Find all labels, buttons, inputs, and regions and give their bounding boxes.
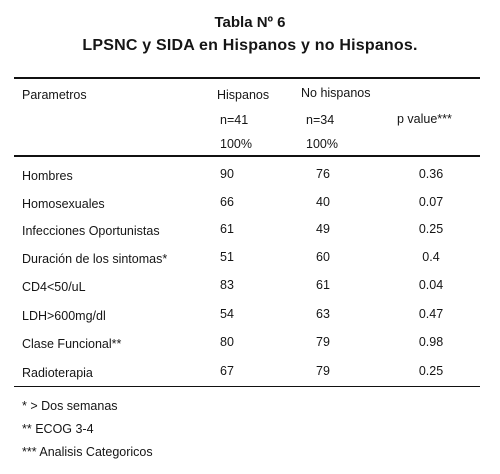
- row-p-value: 0.47: [418, 307, 444, 321]
- footnote-1: * > Dos semanas: [22, 399, 118, 413]
- row-no-hispanos-value: 79: [316, 335, 330, 349]
- row-label: Infecciones Oportunistas: [22, 224, 160, 238]
- header-rule: [14, 155, 480, 157]
- row-hispanos-value: 83: [220, 278, 234, 292]
- row-p-value: 0.04: [418, 278, 444, 292]
- row-p-value: 0.25: [418, 222, 444, 236]
- top-rule: [14, 77, 480, 79]
- row-p-value: 0.07: [418, 195, 444, 209]
- header-hispanos: Hispanos: [217, 88, 270, 102]
- bottom-rule: [14, 386, 480, 387]
- row-hispanos-value: 90: [220, 167, 234, 181]
- row-label: Radioterapia: [22, 366, 93, 380]
- row-no-hispanos-value: 60: [316, 250, 330, 264]
- row-no-hispanos-value: 79: [316, 364, 330, 378]
- row-label: LDH>600mg/dl: [22, 309, 106, 323]
- row-label: Homosexuales: [22, 197, 105, 211]
- row-no-hispanos-value: 76: [316, 167, 330, 181]
- row-p-value: 0.36: [418, 167, 444, 181]
- footnote-3: *** Analisis Categoricos: [22, 445, 153, 459]
- row-p-value: 0.25: [418, 364, 444, 378]
- table-title: Tabla Nº 6: [214, 14, 286, 31]
- row-hispanos-value: 51: [220, 250, 234, 264]
- row-no-hispanos-value: 63: [316, 307, 330, 321]
- row-hispanos-value: 67: [220, 364, 234, 378]
- footnote-2: ** ECOG 3-4: [22, 422, 94, 436]
- row-hispanos-value: 66: [220, 195, 234, 209]
- header-no-hispanos: No hispanos: [301, 86, 371, 100]
- header-parametros: Parametros: [22, 88, 87, 102]
- row-hispanos-value: 80: [220, 335, 234, 349]
- header-hispanos-n: n=41: [220, 113, 249, 127]
- table-subtitle: LPSNC y SIDA en Hispanos y no Hispanos.: [82, 37, 418, 54]
- header-p-value: p value***: [397, 112, 452, 126]
- header-no-hispanos-pct: 100%: [306, 137, 338, 151]
- row-p-value: 0.4: [422, 250, 440, 264]
- row-p-value: 0.98: [418, 335, 444, 349]
- row-hispanos-value: 61: [220, 222, 234, 236]
- header-hispanos-pct: 100%: [220, 137, 252, 151]
- row-label: Clase Funcional**: [22, 337, 122, 351]
- row-label: Duración de los sintomas*: [22, 252, 168, 266]
- row-label: CD4<50/uL: [22, 280, 86, 294]
- header-no-hispanos-n: n=34: [306, 113, 335, 127]
- row-hispanos-value: 54: [220, 307, 234, 321]
- row-no-hispanos-value: 61: [316, 278, 330, 292]
- row-label: Hombres: [22, 169, 73, 183]
- row-no-hispanos-value: 40: [316, 195, 330, 209]
- row-no-hispanos-value: 49: [316, 222, 330, 236]
